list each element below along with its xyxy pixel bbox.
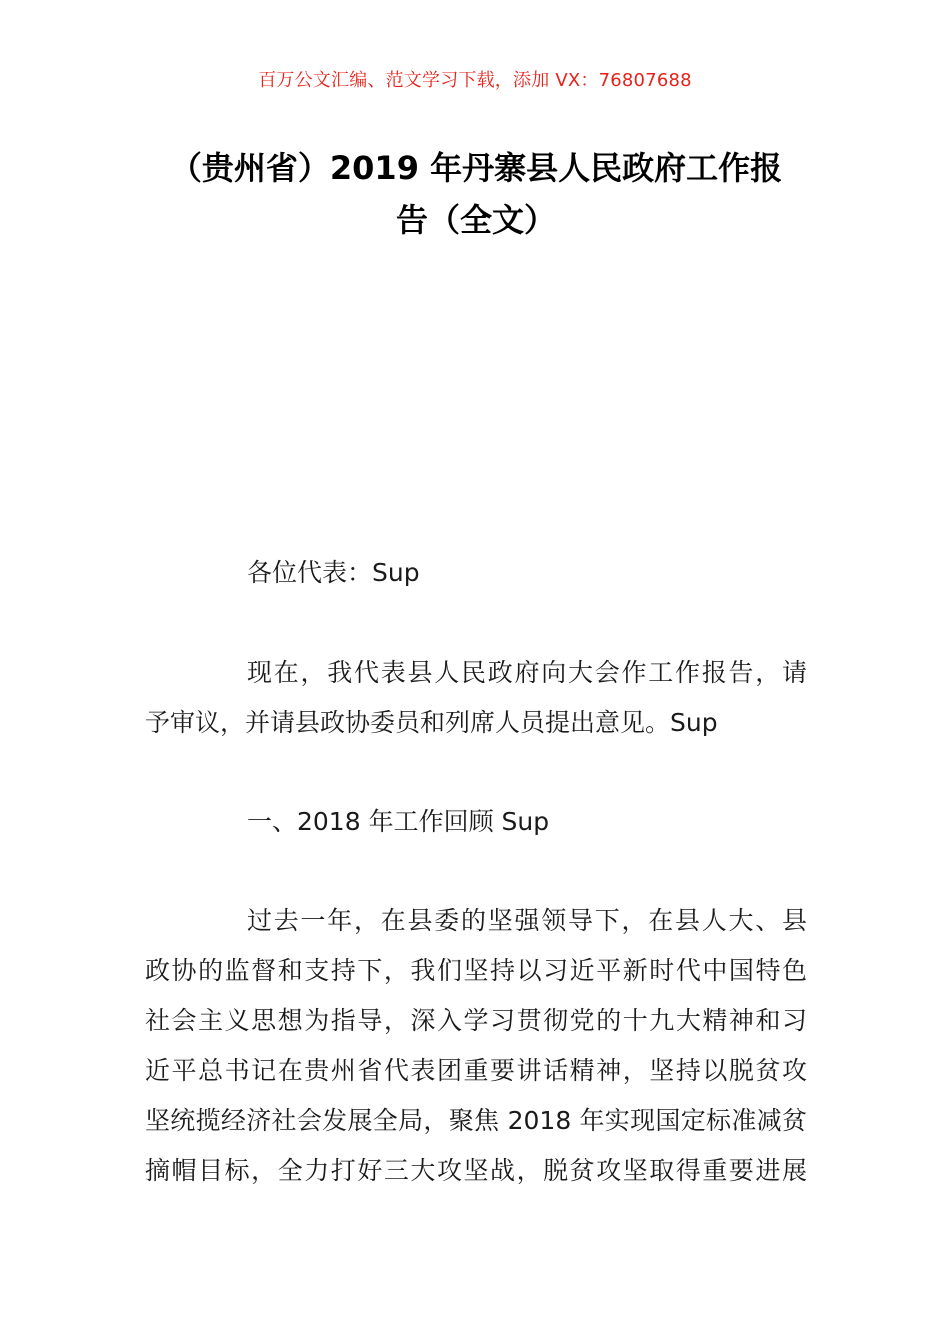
review-paragraph (145, 896, 807, 1196)
intro-line-1: 现在，我代表县人民政府向大会作工作报告，请 (247, 658, 807, 687)
intro-paragraph (145, 648, 807, 748)
header-watermark-note: 百万公文汇编、范文学习下载，添加 VX：76807688 (258, 70, 692, 91)
intro-line-2: 予审议，并请县政协委员和列席人员提出意见。Sup (145, 708, 718, 737)
document-title (145, 142, 807, 246)
review-line-2: 政协的监督和支持下，我们坚持以习近平新时代中国特色 (145, 956, 807, 985)
salutation (145, 548, 807, 598)
section-heading (145, 797, 807, 847)
review-line-3: 社会主义思想为指导，深入学习贯彻党的十九大精神和习 (145, 1006, 807, 1035)
title-line-1: （贵州省）2019 年丹寨县人民政府工作报 (169, 149, 783, 187)
review-line-1: 过去一年，在县委的坚强领导下，在县人大、县 (247, 906, 807, 935)
review-line-4: 近平总书记在贵州省代表团重要讲话精神，坚持以脱贫攻 (145, 1056, 807, 1085)
review-line-6: 摘帽目标，全力打好三大攻坚战，脱贫攻坚取得重要进展 (145, 1156, 807, 1185)
section-1-heading: 一、2018 年工作回顾 Sup (247, 807, 550, 836)
salutation-text: 各位代表：Sup (247, 558, 420, 587)
title-line-2: 告（全文） (395, 201, 556, 239)
review-line-5: 坚统揽经济社会发展全局，聚焦 2018 年实现国定标准减贫 (145, 1106, 807, 1135)
